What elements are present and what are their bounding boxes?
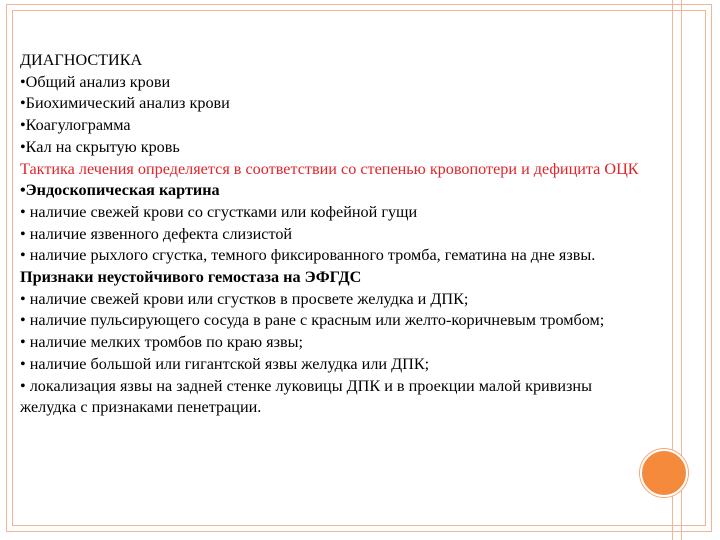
text-line: желудка с признаками пенетрации. [20,398,262,417]
text-line: • наличие язвенного дефекта слизистой [20,224,293,243]
text-line: •Общий анализ крови [20,72,171,91]
text-line: Тактика лечения определяется в соответствии со степенью кровопотери и дефицита ОЦК [20,159,639,178]
text-line: • наличие пульсирующего сосуда в ране с красным или желто-коричневым тромбом; [20,311,605,330]
text-line: Признаки неустойчивого гемостаза на ЭФГДС [20,268,362,287]
text-line: • наличие большой или гигантской язвы желудка или ДПК; [20,354,430,373]
slide-content [20,50,720,419]
text-line: •Биохимический анализ крови [20,94,230,113]
slide-heading: ДИАГНОСТИКА [20,51,143,69]
text-line: •Кал на скрытую кровь [20,137,180,156]
text-line: •Коагулограмма [20,116,131,135]
decorative-circle [640,449,688,497]
text-line: •Эндоскопическая картина [20,181,220,200]
text-line: • локализация язвы на задней стенке луковицы ДПК и в проекции малой кривизны [20,376,592,395]
text-line: • наличие свежей крови со сгустками или кофейной гущи [20,202,418,221]
text-line: • наличие мелких тромбов по краю язвы; [20,333,304,352]
text-line: • наличие свежей крови или сгустков в просвете желудка и ДПК; [20,289,469,308]
slide-lines [20,72,720,419]
text-line: • наличие рыхлого сгустка, темного фиксированного тромба, гематина на дне язвы. [20,246,596,265]
